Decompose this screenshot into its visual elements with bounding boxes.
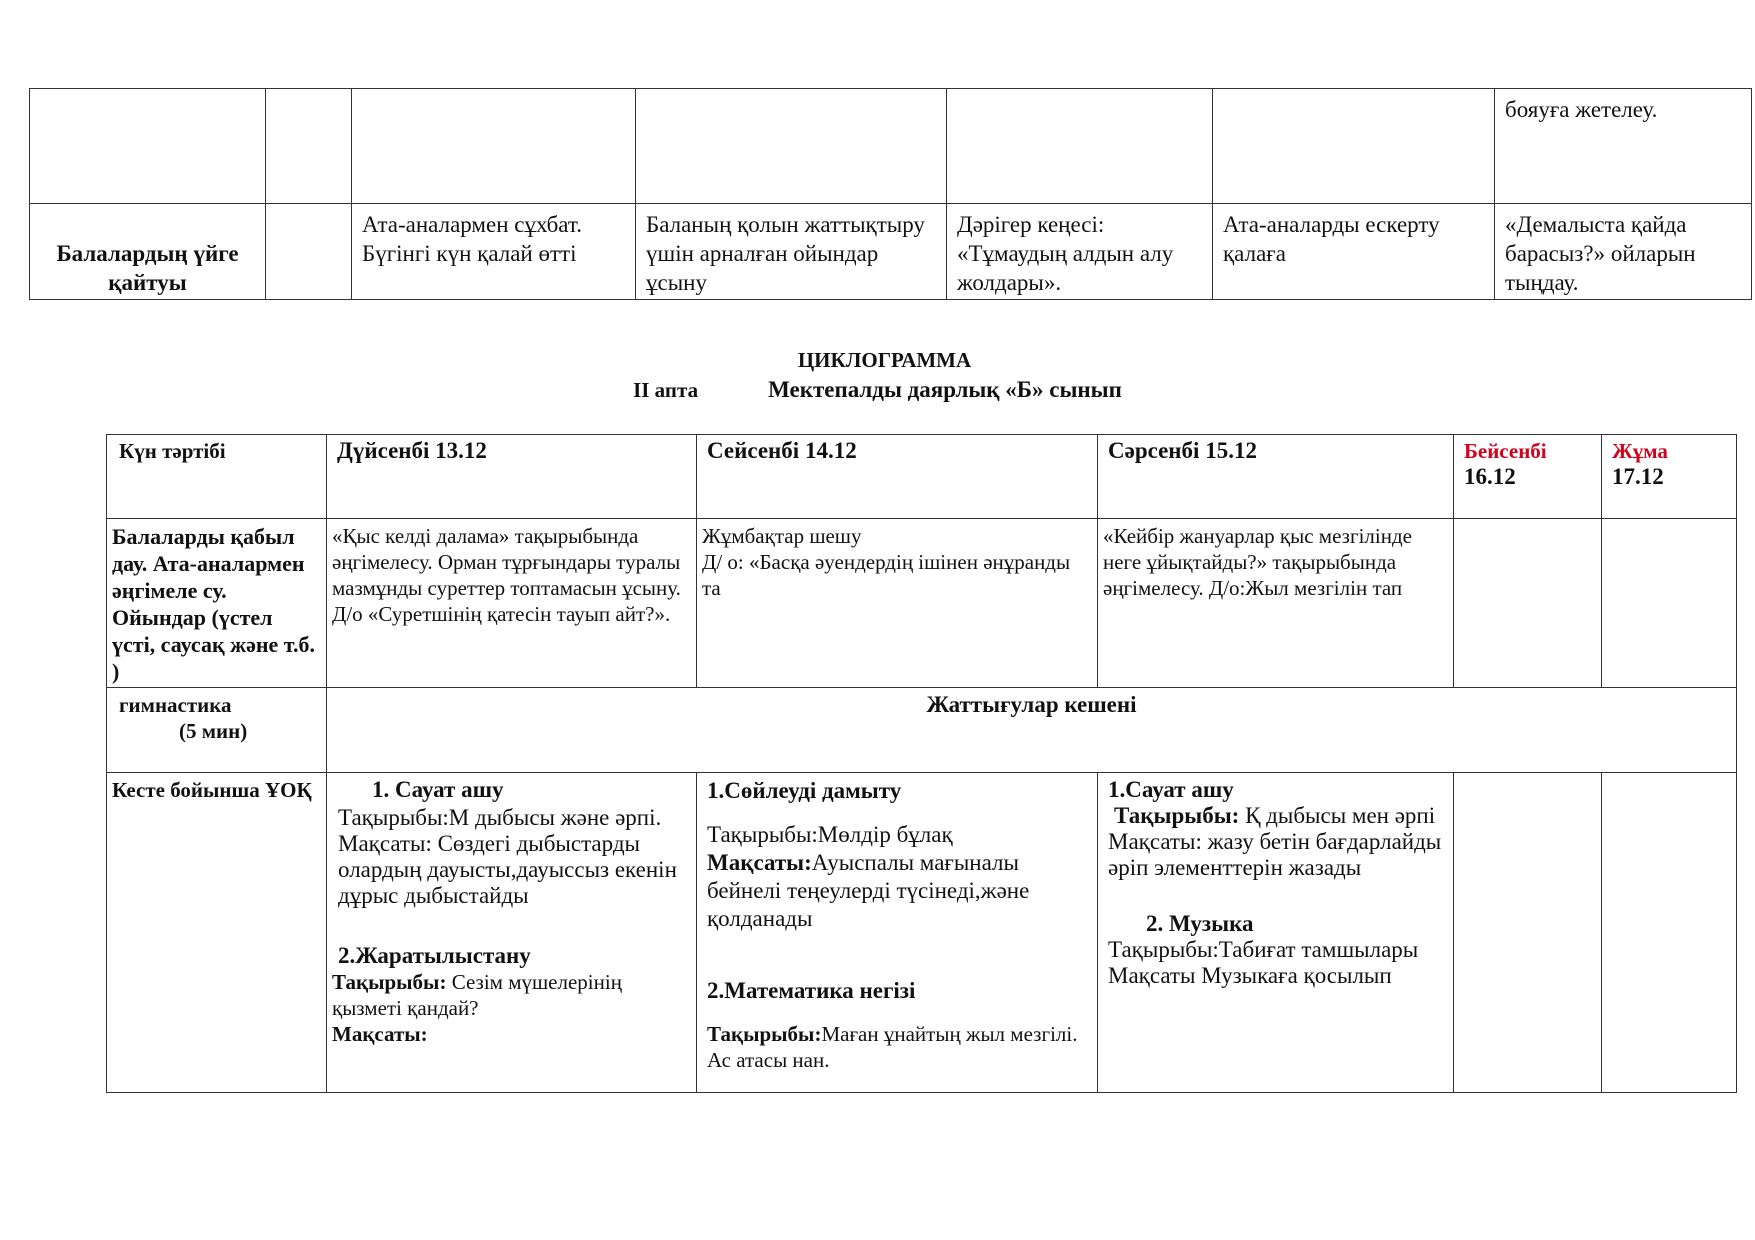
cell <box>636 89 947 204</box>
reception-thursday <box>1454 519 1602 688</box>
reception-tuesday-text: Жұмбақтар шешу <box>702 524 862 548</box>
gymnastics-duration: (5 мин) <box>179 719 248 743</box>
tuesday-topic-1: Тақырыбы:Мөлдір бұлақ <box>707 822 953 847</box>
tuesday-subject-2: 2.Математика негізі <box>707 978 916 1003</box>
tuesday-goal-1-text: Ауыспалы мағыналы бейнелі теңеулерді түсінеді,және қолданады <box>707 850 1030 931</box>
header-schedule: Күн тәртібі <box>107 435 327 519</box>
monday-topic-2-text: Сезім мүшелерінің қызметі қандай? <box>332 970 622 1020</box>
schedule-thursday <box>1454 773 1602 1093</box>
gymnastics-row <box>107 688 1737 773</box>
reception-monday <box>327 519 697 688</box>
cell <box>1213 89 1495 204</box>
wednesday-subject-2: 2. Музыка <box>1146 911 1254 936</box>
header-wednesday: Сәрсенбі 15.12 <box>1098 435 1454 519</box>
cell-text: Ата-аналарды ескерту қалаға <box>1213 204 1495 300</box>
tuesday-topic-2 <box>707 1021 1092 1073</box>
document-subtitle <box>0 377 1755 403</box>
cyclogram-table <box>106 434 1737 1093</box>
top-table-row-1 <box>30 89 1752 204</box>
reception-monday-game: Д/о «Суретшінің қатесін тауып айт?». <box>332 602 671 626</box>
class-label: Мектепалды даярлық «Б» сынып <box>768 377 1122 402</box>
wednesday-topic-1-text: Қ дыбысы мен әрпі <box>1239 803 1436 828</box>
header-row <box>107 435 1737 519</box>
cell <box>266 204 352 300</box>
wednesday-goal-2: Мақсаты Музыкаға қосылып <box>1108 963 1392 988</box>
top-table <box>29 88 1752 300</box>
tuesday-topic-2-label: Тақырыбы: <box>707 1022 822 1046</box>
reception-wednesday: «Кейбір жануарлар қыс мезгілінде неге ұйықтайды?» тақырыбында әңгімелесу. Д/о:Жыл мезгілін тап <box>1098 519 1454 688</box>
wednesday-subject-1: 1.Сауат ашу <box>1108 777 1234 802</box>
schedule-tuesday <box>697 773 1098 1093</box>
gymnastics-name: гимнастика <box>119 693 232 717</box>
tuesday-goal-1-label: Мақсаты: <box>707 850 812 875</box>
header-friday <box>1602 435 1737 519</box>
wednesday-goal-1: Мақсаты: жазу бетін бағдарлайды әріп элементтерін жазады <box>1108 829 1442 880</box>
cell <box>947 89 1213 204</box>
reception-tuesday-game: Д/ о: «Басқа әуендердің ішінен әнұранды та <box>702 550 1071 600</box>
header-monday: Дүйсенбі 13.12 <box>327 435 697 519</box>
tuesday-subject-1: 1.Сөйлеуді дамыту <box>707 778 902 803</box>
document-title: ЦИКЛОГРАММА <box>797 348 972 372</box>
reception-tuesday <box>697 519 1098 688</box>
cell-text: Дәрігер кеңесі: «Тұмаудың алдын алу жолдары». <box>947 204 1213 300</box>
week-label: ІІ апта <box>633 378 699 402</box>
reception-friday <box>1602 519 1737 688</box>
document-heading <box>0 348 1755 403</box>
friday-date: 17.12 <box>1612 464 1664 489</box>
monday-topic-1: Тақырыбы:М дыбысы және әрпі. <box>338 805 662 830</box>
monday-subject-2: 2.Жаратылыстану <box>338 943 531 968</box>
gymnastics-content: Жаттығулар кешені <box>327 688 1737 773</box>
cell <box>266 89 352 204</box>
wednesday-topic-2: Тақырыбы:Табиғат тамшылары <box>1108 937 1419 962</box>
monday-topic-2-label: Тақырыбы: <box>332 970 447 994</box>
monday-subject-1: 1. Сауат ашу <box>372 777 504 802</box>
schedule-label: Кесте бойынша ҰОҚ <box>107 773 327 1093</box>
reception-row <box>107 519 1737 688</box>
thursday-name: Бейсенбі <box>1464 439 1547 463</box>
thursday-date: 16.12 <box>1464 464 1516 489</box>
cell <box>352 89 636 204</box>
reception-label: Балаларды қабыл дау. Ата-аналармен әңгімеле су. Ойындар (үстел үсті, саусақ және т.б. ) <box>107 519 327 688</box>
gymnastics-label <box>107 688 327 773</box>
cell-text: бояуға жетелеу. <box>1495 89 1752 204</box>
monday-goal-1: Мақсаты: Сөздегі дыбыстарды олардың дауысты,дауыссыз екенін дұрыс дыбыстайды <box>338 831 677 908</box>
schedule-wednesday <box>1098 773 1454 1093</box>
top-table-row-2 <box>30 204 1752 300</box>
cell <box>30 89 266 204</box>
wednesday-topic-1 <box>1108 803 1448 829</box>
header-thursday <box>1454 435 1602 519</box>
schedule-monday <box>327 773 697 1093</box>
cell-text: «Демалыста қайда барасыз?» ойларын тыңдау. <box>1495 204 1752 300</box>
wednesday-topic-1-label: Тақырыбы: <box>1114 803 1240 828</box>
friday-name: Жұма <box>1612 439 1668 463</box>
cell-text: Баланың қолын жаттықтыру үшін арналған ойындар ұсыну <box>636 204 947 300</box>
schedule-friday <box>1602 773 1737 1093</box>
monday-goal-2-label: Мақсаты: <box>332 1022 428 1046</box>
row-label-going-home: Балалардың үйге қайтуы <box>30 204 266 300</box>
schedule-row <box>107 773 1737 1093</box>
cell-text: Ата-аналармен сұхбат. Бүгінгі күн қалай өтті <box>352 204 636 300</box>
tuesday-goal-1 <box>707 849 1092 933</box>
monday-topic-2 <box>332 969 691 1021</box>
header-tuesday: Сейсенбі 14.12 <box>697 435 1098 519</box>
reception-monday-text: «Қыс келді далама» тақырыбында әңгімелесу. Орман тұрғындары туралы мазмұнды суреттер топтамасын ұсыну. <box>332 524 681 600</box>
tuesday-topic-2-text: Маған ұнайтың жыл мезгілі. Ас атасы нан. <box>707 1022 1078 1072</box>
